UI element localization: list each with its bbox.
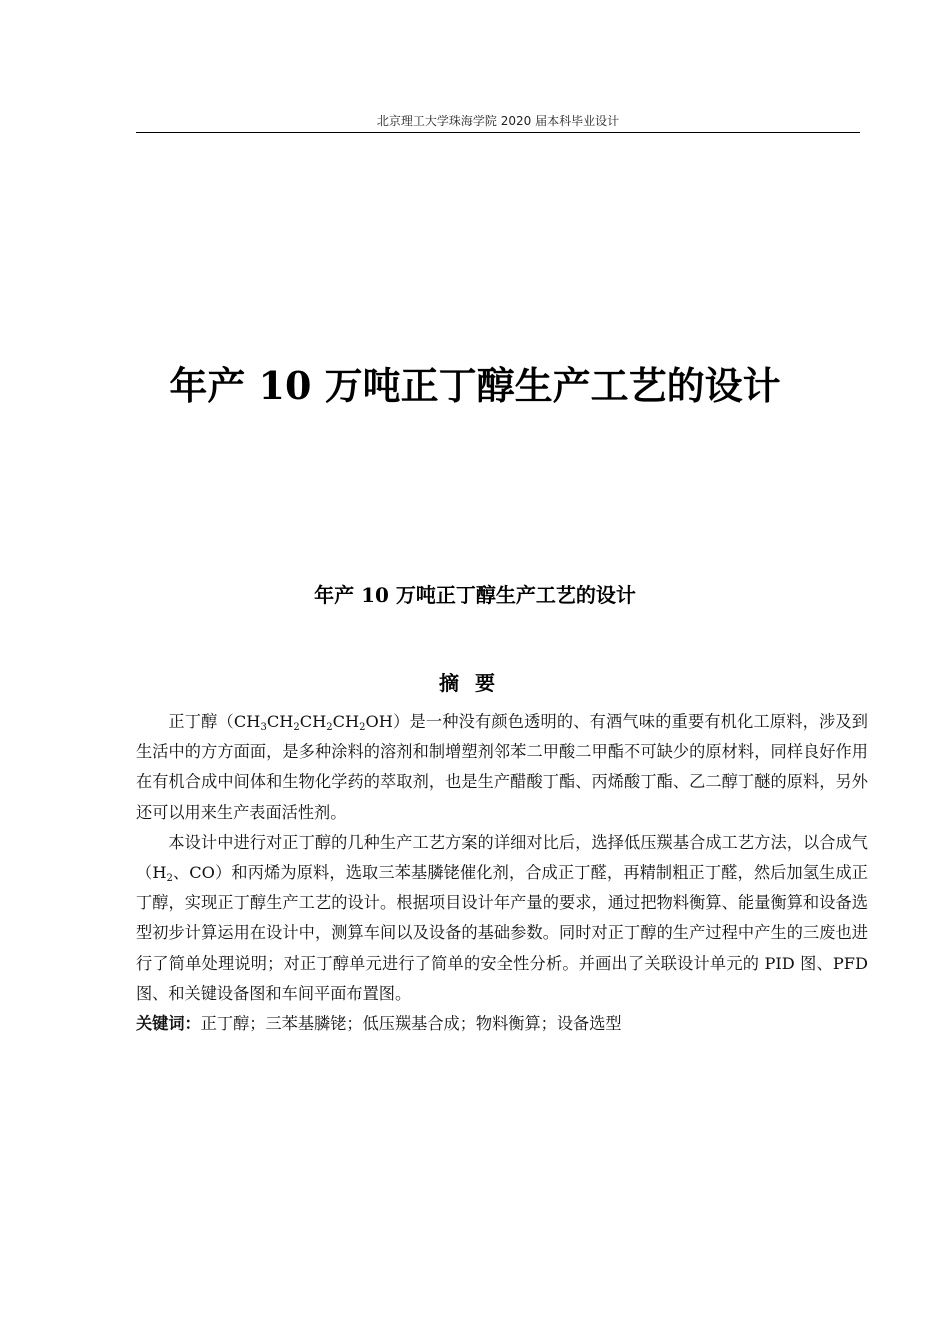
abstract-title: 年产 10 万吨正丁醇生产工艺的设计 <box>314 583 636 607</box>
abstract-body <box>136 707 868 1039</box>
header-rule <box>136 132 860 133</box>
keywords-label: 关键词： <box>136 1014 201 1034</box>
thesis-title: 年产 10 万吨正丁醇生产工艺的设计 <box>169 363 781 408</box>
page-header: 北京理工大学珠海学院 2020 届本科毕业设计 <box>376 114 620 128</box>
abstract-paragraph-2: 本设计中进行对正丁醇的几种生产工艺方案的详细对比后，选择低压羰基合成工艺方法，以合成气（$H_2$、CO）和丙烯为原料，选取三苯基膦铑催化剂，合成正丁醛，再精制粗正丁醛，然后加氢生成正丁醇，实现正丁醇生产工艺的设计。根据项目设计年产量的要求，通过把物料衡算、能量衡算和设备选型初步计算运用在设计中，测算车间以及设备的基础参数。同时对正丁醇的生产过程中产生的三废也进行了简单处理说明；对正丁醇单元进行了简单的安全性分析。并画出了关联设计单元的 PID 图、PFD 图、和关键设备图和车间平面布置图。 <box>136 832 868 1003</box>
keywords-list: 正丁醇；三苯基膦铑；低压羰基合成；物料衡算；设备选型 <box>200 1014 622 1034</box>
abstract-heading: 摘要 <box>439 671 511 695</box>
abstract-paragraph-1: 正丁醇$(CH_3CH_2CH_2CH_2OH)$是一种没有颜色透明的、有酒气味的重要有机化工原料，涉及到生活中的方方面面，是多种涂料的溶剂和制增塑剂邻苯二甲酸二甲酯不可缺少的原材料，同样良好作用在有机合成中间体和生物化学药的萃取剂，也是生产醋酸丁酯、丙烯酸丁酯、乙二醇丁醚的原料，另外还可以用来生产表面活性剂。 <box>136 712 868 822</box>
keywords-line <box>136 1009 868 1039</box>
